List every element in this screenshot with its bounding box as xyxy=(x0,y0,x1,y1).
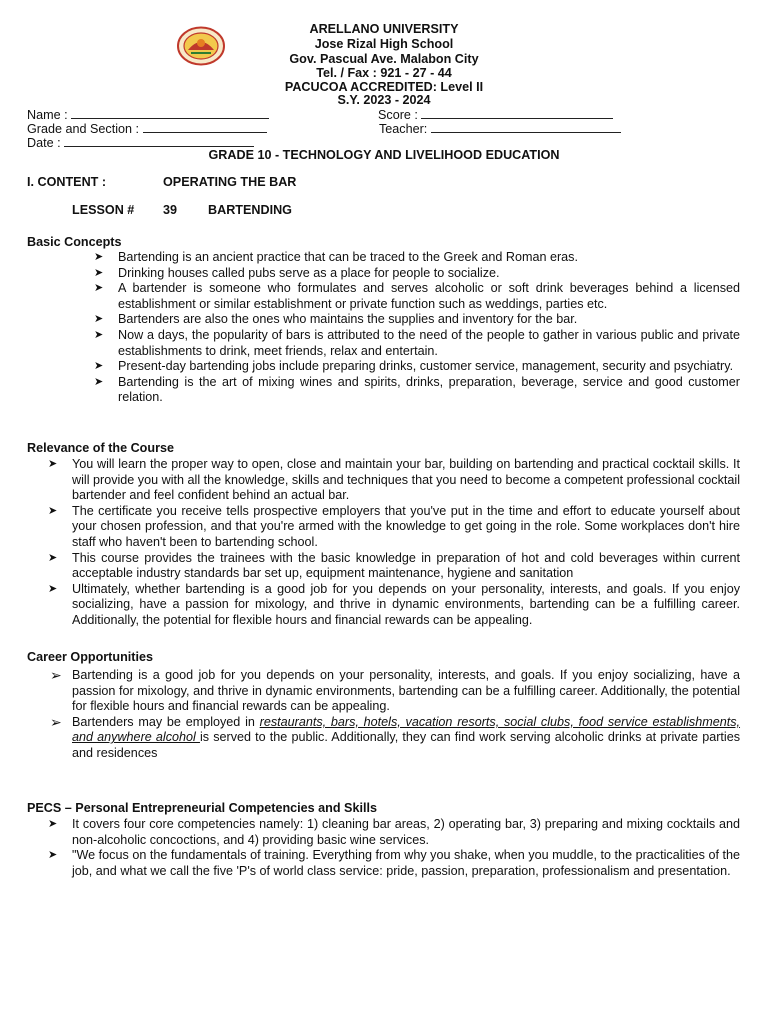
list-item: ➤ This course provides the trainees with the basic knowledge in preparation of hot and cold beverages within current acceptable industry standards bar set up, equipment maintenance, hygiene and sanitation xyxy=(48,550,740,581)
grade-section-blank[interactable] xyxy=(143,120,267,133)
list-item: ➢ Bartenders may be employed in restaurants, bars, hotels, vacation resorts, social clubs, food service establishments, and anywhere alcohol is served to the public. Additionally, they can find work serving alcoholic drinks at private parties and residences xyxy=(50,713,741,760)
list-item: ➤ Bartenders are also the ones who maintains the supplies and inventory for the bar. xyxy=(94,312,578,327)
list-item: ➤ Present-day bartending jobs include preparing drinks, customer service, management, security and psychiatry. xyxy=(94,359,734,374)
name-label: Name : xyxy=(27,108,68,122)
school-address: Gov. Pascual Ave. Malabon City xyxy=(289,52,479,66)
school-telephone: Tel. / Fax : 921 - 27 - 44 xyxy=(316,66,452,80)
date-blank[interactable] xyxy=(64,134,254,147)
lesson-title: BARTENDING xyxy=(208,203,292,217)
list-item: ➤ Now a days, the popularity of bars is attributed to the need of the people to gather in various public and private establishments to drink, meet friends, relax and entertain. xyxy=(94,327,740,358)
content-label: I. CONTENT : xyxy=(27,175,107,189)
employment-places-link[interactable]: restaurants, bars, hotels, vacation resorts, social clubs, food service establishments, and anywhere alcohol xyxy=(72,714,741,745)
list-item: ➤ Ultimately, whether bartending is a good job for you depends on your personality, interests, and goals. If you enjoy socializing, have a passion for mixology, and thrive in dynamic environments, bartending can be a fulfilling career. Additionally, the potential for flexible hours and financial rewards can be appealing. xyxy=(48,581,740,627)
career-list xyxy=(50,667,741,762)
bullet-arrow-icon: ➤ xyxy=(48,582,58,595)
relevance-heading: Relevance of the Course xyxy=(27,441,174,455)
bullet-arrowhead-icon: ➢ xyxy=(50,667,62,683)
teacher-label: Teacher: xyxy=(379,122,428,136)
pecs-heading: PECS – Personal Entrepreneurial Competencies and Skills xyxy=(27,801,377,815)
accreditation: PACUCOA ACCREDITED: Level II xyxy=(284,80,484,94)
basic-concepts-list xyxy=(94,250,740,406)
list-item: ➤ Bartending is the art of mixing wines and spirits, drinks, preparation, beverage, service and good customer relation. xyxy=(94,374,740,405)
score-label: Score : xyxy=(378,108,418,122)
school-year: S.Y. 2023 - 2024 xyxy=(337,93,431,107)
list-item: ➤ Bartending is an ancient practice that can be traced to the Greek and Roman eras. xyxy=(94,250,578,264)
bullet-arrow-icon: ➤ xyxy=(48,818,58,830)
bullet-arrow-icon: ➤ xyxy=(94,251,104,263)
relevance-list xyxy=(48,457,740,629)
list-item: ➤ You will learn the proper way to open, close and maintain your bar, building on bartending and practical cocktail skills. It will provide you with all the knowledge, skills and techniques that you need to become a competent professional cocktail bartender and feel confident behind an actual bar. xyxy=(48,457,740,503)
pecs-list xyxy=(48,817,740,879)
basic-concepts-heading: Basic Concepts xyxy=(27,235,122,249)
career-heading: Career Opportunities xyxy=(27,650,153,664)
teacher-field[interactable] xyxy=(379,120,621,138)
bullet-arrow-icon: ➤ xyxy=(48,458,58,470)
university-name: ARELLANO UNIVERSITY xyxy=(309,22,459,36)
content-title: OPERATING THE BAR xyxy=(163,175,297,189)
bullet-arrow-icon: ➤ xyxy=(94,375,104,388)
list-item: ➤ A bartender is someone who formulates and serves alcoholic or soft drink beverages behind a licensed establishment or similar establishment or private function such as weddings, parties etc. xyxy=(94,281,740,311)
bullet-arrow-icon: ➤ xyxy=(48,551,58,564)
list-item: ➤ Drinking houses called pubs serve as a place for people to socialize. xyxy=(94,265,500,280)
bullet-arrow-icon: ➤ xyxy=(94,313,104,326)
list-item: ➤ The certificate you receive tells prospective employers that you've put in the time and effort to educate yourself about your chosen profession, and that you're armed with the knowledge to get going in the role. Some workplaces don't hire staff who haven't been to bartending school. xyxy=(48,503,740,549)
subject-title: GRADE 10 - TECHNOLOGY AND LIVELIHOOD EDUCATION xyxy=(208,148,560,162)
bullet-arrow-icon: ➤ xyxy=(94,360,104,373)
date-label: Date : xyxy=(27,136,61,150)
lesson-label: LESSON # xyxy=(72,203,135,217)
teacher-blank[interactable] xyxy=(431,120,621,133)
bullet-arrow-icon: ➤ xyxy=(48,504,58,517)
school-name: Jose Rizal High School xyxy=(314,37,454,51)
list-item: ➤ It covers four core competencies namely: 1) cleaning bar areas, 2) operating bar, 3) preparing and mixing cocktails and non-alcoholic concoctions, and 4) providing basic wine services. xyxy=(48,817,740,847)
bullet-arrow-icon: ➤ xyxy=(48,849,58,862)
bullet-arrowhead-icon: ➢ xyxy=(50,713,62,730)
list-item: ➤ "We focus on the fundamentals of training. Everything from why you shake, when you muddle, to the practicalities of the job, and what we call the five 'P's of world class service: pride, passion, preparation, professionalism and presentation. xyxy=(48,848,740,878)
name-blank[interactable] xyxy=(71,106,269,119)
bullet-arrow-icon: ➤ xyxy=(94,266,104,279)
grade-section-label: Grade and Section : xyxy=(27,122,140,136)
score-blank[interactable] xyxy=(421,106,613,119)
lesson-number: 39 xyxy=(163,203,178,217)
bullet-arrow-icon: ➤ xyxy=(94,282,104,295)
list-item: ➢ Bartending is a good job for you depends on your personality, interests, and goals. If you enjoy socializing, have a passion for mixology, and thrive in dynamic environments, bartending can be a fulfilling career. Additionally, the potential for flexible hours and financial rewards can be appealing. xyxy=(50,667,740,714)
bullet-arrow-icon: ➤ xyxy=(94,328,104,341)
